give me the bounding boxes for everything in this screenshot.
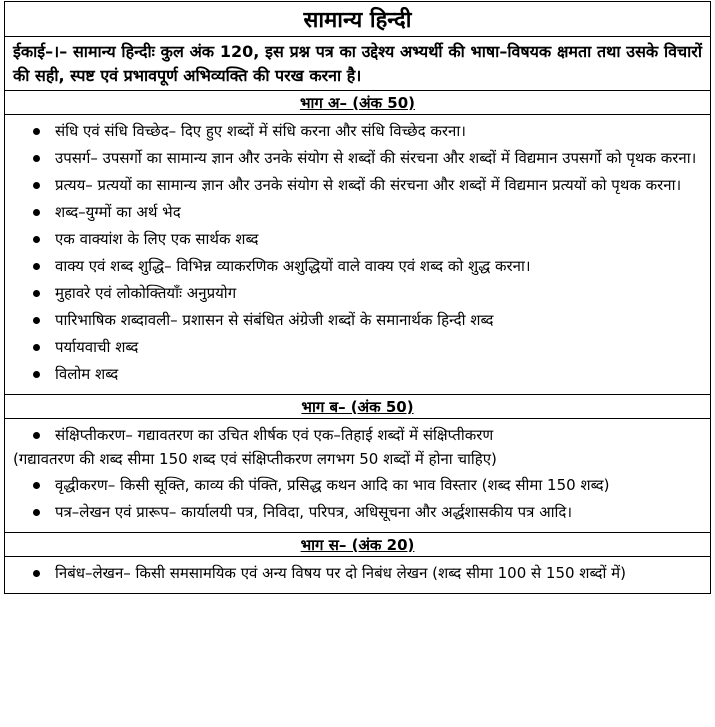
section-body-a <box>5 115 710 395</box>
bullet-icon <box>33 317 40 324</box>
bullet-list <box>13 120 702 385</box>
bullet-icon <box>33 344 40 351</box>
list-item: प्रत्यय– प्रत्ययों का सामान्य ज्ञान और उनके संयोग से शब्दों की संरचना और शब्दों में विद्यमान प्रत्ययों को पृथक करना। <box>13 174 702 196</box>
section-heading-c <box>5 533 710 557</box>
list-item: पारिभाषिक शब्दावली– प्रशासन से संबंधित अंग्रेजी शब्दों के समानार्थक हिन्दी शब्द <box>13 309 702 331</box>
section-heading-text: भाग ब– (अंक 50) <box>301 397 414 416</box>
bullet-icon <box>33 182 40 189</box>
bullet-icon <box>33 236 40 243</box>
bullet-icon <box>33 209 40 216</box>
bullet-icon <box>33 371 40 378</box>
list-item: निबंध–लेखन– किसी समसामयिक एवं अन्य विषय पर दो निबंध लेखन (शब्द सीमा 100 से 150 शब्दों में) <box>13 562 702 584</box>
section-body-b <box>5 419 710 533</box>
list-item: एक वाक्यांश के लिए एक सार्थक शब्द <box>13 228 702 250</box>
bullet-icon <box>33 155 40 162</box>
syllabus-table <box>4 1 711 594</box>
word-limit-note: (गद्यावतरण की शब्द सीमा 150 शब्द एवं संक्षिप्तीकरण लगभग 50 शब्दों में होना चाहिए) <box>13 450 497 468</box>
section-heading-b <box>5 395 710 419</box>
page-title: सामान्य हिन्दी <box>303 8 412 33</box>
bullet-icon <box>33 263 40 270</box>
section-heading-text: भाग स– (अंक 20) <box>300 535 415 554</box>
bullet-list <box>13 424 702 446</box>
bullet-icon <box>33 290 40 297</box>
list-item: संक्षिप्तीकरण– गद्यावतरण का उचित शीर्षक एवं एक–तिहाई शब्दों में संक्षिप्तीकरण <box>13 424 702 446</box>
bullet-icon <box>33 509 40 516</box>
section-body-c <box>5 557 710 593</box>
list-item: पर्यायवाची शब्द <box>13 336 702 358</box>
list-item: शब्द–युग्मों का अर्थ भेद <box>13 201 702 223</box>
bullet-list <box>13 562 702 584</box>
list-item: विलोम शब्द <box>13 363 702 385</box>
list-item: पत्र–लेखन एवं प्रारूप– कार्यालयी पत्र, निविदा, परिपत्र, अधिसूचना और अर्द्धशासकीय पत्र आदि। <box>13 501 702 523</box>
bullet-icon <box>33 128 40 135</box>
list-item: वृद्धीकरण– किसी सूक्ति, काव्य की पंक्ति, प्रसिद्ध कथन आदि का भाव विस्तार (शब्द सीमा 150 शब्द) <box>13 474 702 496</box>
list-item: वाक्य एवं शब्द शुद्धि– विभिन्न व्याकरणिक अशुद्धियों वाले वाक्य एवं शब्द को शुद्ध करना। <box>13 255 702 277</box>
unit-intro: ईकाई–।– सामान्य हिन्दीः कुल अंक 120, इस प्रश्न पत्र का उद्देश्य अभ्यर्थी की भाषा–विषयक क्षमता तथा उसके विचारों की सही, स्पष्ट एवं प्रभावपूर्ण अभिव्यक्ति की परख करना है। <box>5 37 710 91</box>
bullet-icon <box>33 570 40 577</box>
title-row <box>5 2 710 37</box>
list-item: संधि एवं संधि विच्छेद– दिए हुए शब्दों में संधि करना और संधि विच्छेद करना। <box>13 120 702 142</box>
bullet-list <box>13 474 702 523</box>
section-heading-text: भाग अ– (अंक 50) <box>299 93 416 112</box>
bullet-icon <box>33 432 40 439</box>
section-heading-a <box>5 91 710 115</box>
list-item: मुहावरे एवं लोकोक्तियाँः अनुप्रयोग <box>13 282 702 304</box>
list-item: उपसर्ग– उपसर्गो का सामान्य ज्ञान और उनके संयोग से शब्दों की संरचना और शब्दों में विद्यमान उपसर्गो को पृथक करना। <box>13 147 702 169</box>
bullet-icon <box>33 482 40 489</box>
